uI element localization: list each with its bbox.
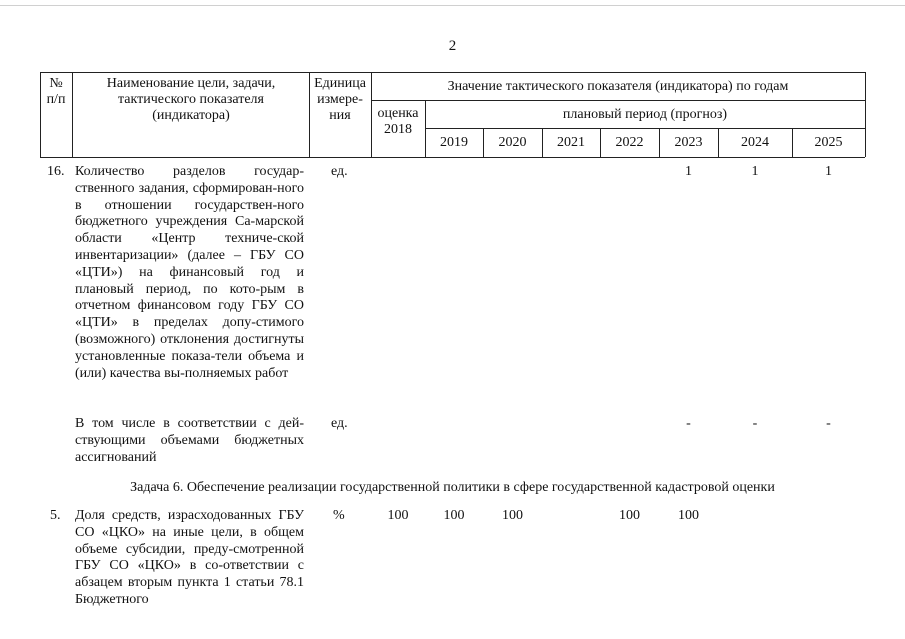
row-unit: % — [333, 508, 345, 523]
header-year-2023: 2023 — [674, 135, 703, 150]
row-name: Количество разделов государ-ственного задания, сформирован-ного в отношении государствен-ного бюджетного учреждения Са-марской области «Центр техниче-ской инвентаризации» (далее – ГБУ СО «ЦТИ») на финансовый год и плановый период, по кото-рым в отчетном финансовом году ГБУ СО «ЦТИ» в пределах допу-стимого (возможного) отклонения достигнуты установленные показа-тели объема и (или) качества вы-полняемых работ — [75, 164, 304, 381]
header-year-2025: 2025 — [814, 135, 843, 150]
header-values: Значение тактического показателя (индикатора) по годам — [447, 79, 789, 94]
header-name: Наименование цели, задачи, тактического показателя (индикатора) — [106, 76, 276, 123]
value-2025: 1 — [825, 164, 832, 179]
header-unit: Единица измере-ния — [314, 76, 366, 123]
value-2018: 100 — [387, 508, 409, 523]
row-name: Доля средств, израсходованных ГБУ СО «ЦКО» на иные цели, в общем объеме субсидии, преду-смотренной ГБУ СО «ЦКО» в со-ответствии с абзацем вторым пункта 1 статьи 78.1 Бюджетного — [75, 508, 304, 607]
task-heading: Задача 6. Обеспечение реализации государственной политики в сфере государственной кадастровой оценки — [130, 480, 775, 495]
header-num: № п/п — [46, 76, 66, 107]
value-2023: 100 — [678, 508, 699, 523]
scan-edge-line — [0, 5, 905, 6]
value-2023: - — [686, 416, 691, 431]
header-planned: плановый период (прогноз) — [562, 107, 728, 122]
value-2024: - — [752, 416, 758, 431]
value-2022: 100 — [619, 508, 640, 523]
value-2020: 100 — [502, 508, 523, 523]
row-number: 16. — [47, 164, 65, 179]
row-number: 5. — [50, 508, 61, 523]
value-2019: 100 — [443, 508, 465, 523]
row-unit: ед. — [331, 164, 348, 179]
row-unit: ед. — [331, 416, 348, 431]
row-name: В том числе в соответствии с дей-ствующими объемами бюджетных ассигнований — [75, 416, 304, 465]
header-year-2024: 2024 — [741, 135, 769, 150]
value-2024: 1 — [751, 164, 759, 179]
value-2023: 1 — [685, 164, 692, 179]
page-number: 2 — [448, 38, 457, 54]
header-year-2021: 2021 — [557, 135, 585, 150]
value-2025: - — [826, 416, 831, 431]
header-year-2019: 2019 — [440, 135, 468, 150]
header-year-2022: 2022 — [615, 135, 644, 150]
header-year-2020: 2020 — [498, 135, 527, 150]
header-estimate: оценка 2018 — [377, 106, 419, 137]
